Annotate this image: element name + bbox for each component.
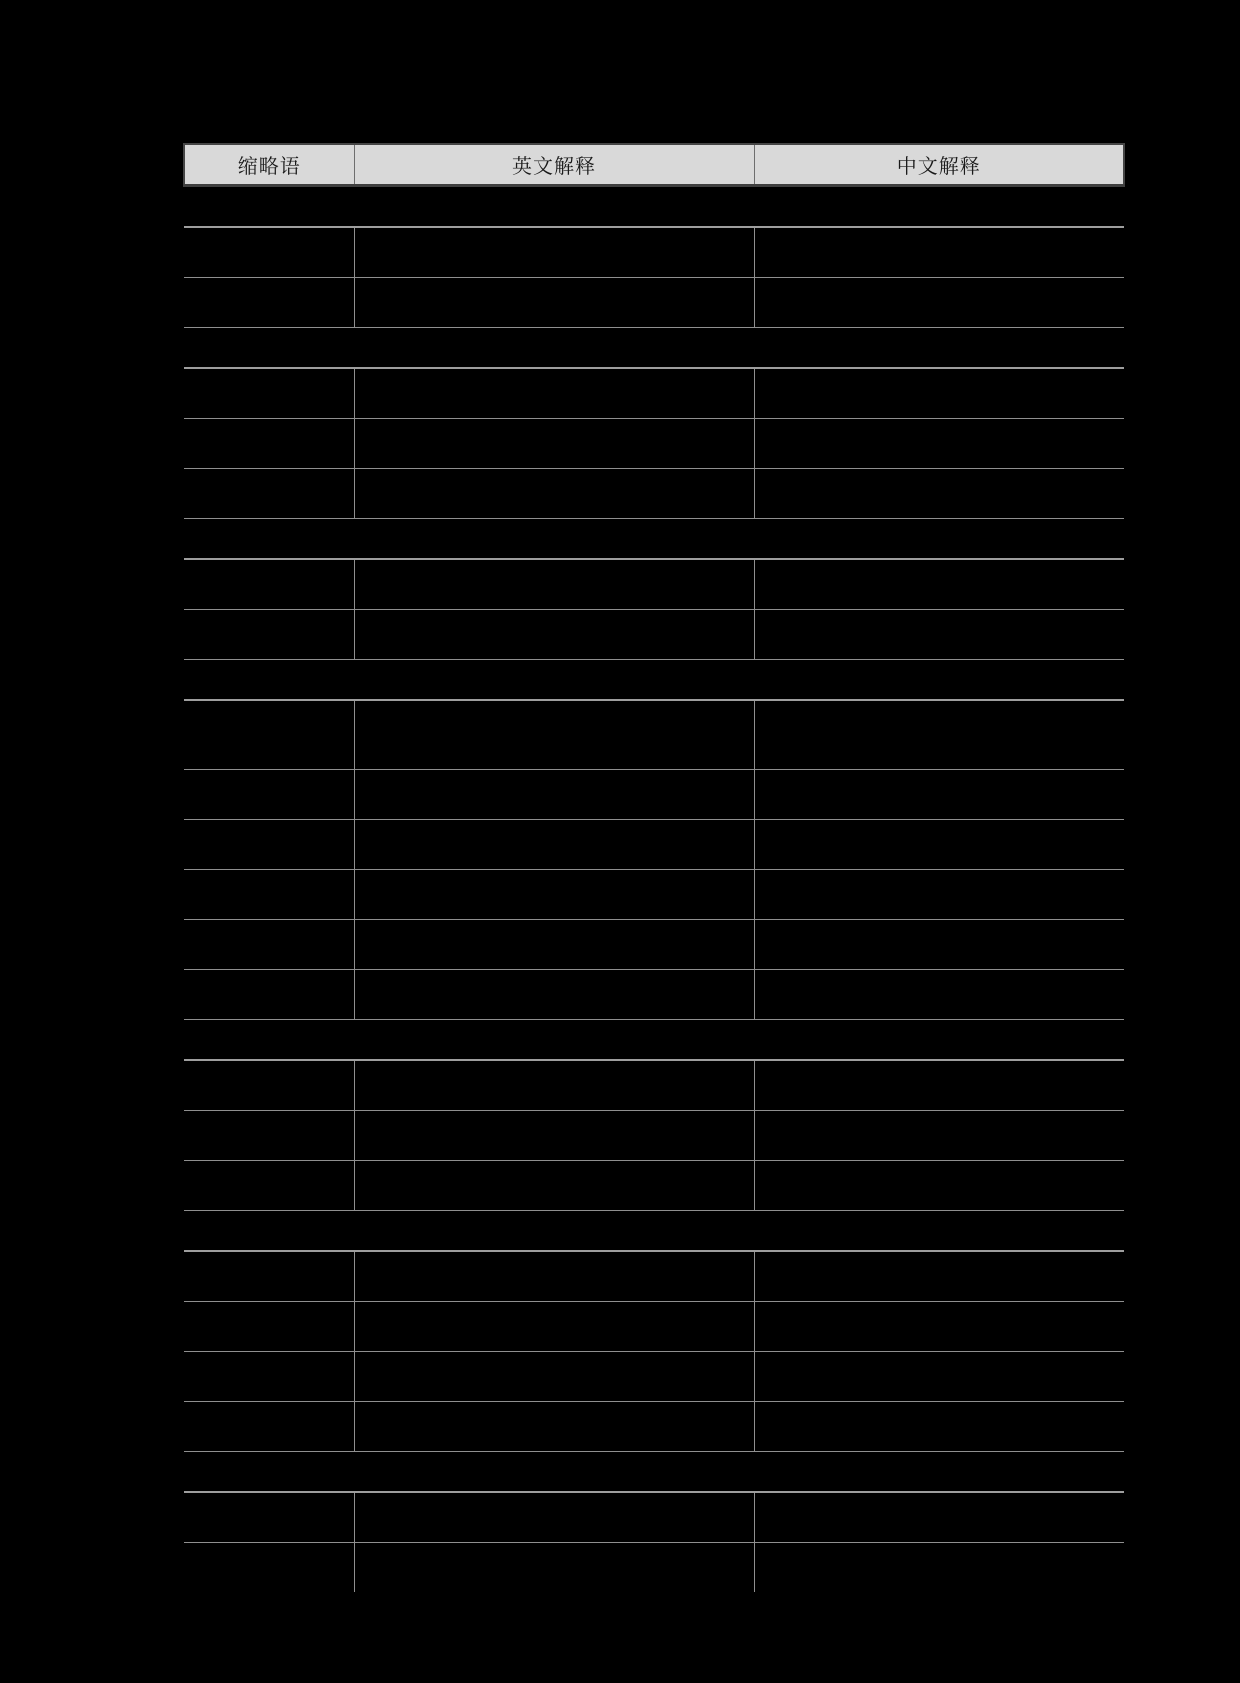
- table-cell: [184, 610, 354, 660]
- table-cell: [354, 1251, 754, 1302]
- table-cell: [184, 1161, 354, 1211]
- table-cell: [184, 870, 354, 920]
- table-row: [184, 610, 1124, 660]
- table-cell: [184, 1251, 354, 1302]
- column-header-english-explanation: 英文解释: [354, 144, 754, 186]
- table-cell: [354, 1111, 754, 1161]
- section-separator-cell: [184, 1452, 1124, 1493]
- table-cell: [184, 770, 354, 820]
- table-cell: [184, 1402, 354, 1452]
- table-cell: [354, 610, 754, 660]
- table-row: [184, 1492, 1124, 1543]
- table-row: [184, 559, 1124, 610]
- section-separator-cell: [184, 1020, 1124, 1061]
- table-cell: [354, 1492, 754, 1543]
- section-separator-cell: [184, 519, 1124, 560]
- section-separator-row: [184, 660, 1124, 701]
- table-cell: [354, 559, 754, 610]
- table-row: [184, 368, 1124, 419]
- table-cell: [754, 770, 1124, 820]
- table-cell: [754, 820, 1124, 870]
- table-cell: [354, 1060, 754, 1111]
- table-cell: [184, 419, 354, 469]
- table-row: [184, 1543, 1124, 1593]
- table-row: [184, 419, 1124, 469]
- table-cell: [754, 559, 1124, 610]
- table-cell: [184, 227, 354, 278]
- table-row: [184, 1111, 1124, 1161]
- table-cell: [184, 1111, 354, 1161]
- table-row: [184, 970, 1124, 1020]
- table-row: [184, 820, 1124, 870]
- table-cell: [184, 1543, 354, 1593]
- table-cell: [184, 368, 354, 419]
- table-cell: [754, 970, 1124, 1020]
- table-cell: [184, 469, 354, 519]
- table-cell: [354, 700, 754, 770]
- section-separator-cell: [184, 660, 1124, 701]
- column-header-chinese-explanation: 中文解释: [754, 144, 1124, 186]
- table-row: [184, 1060, 1124, 1111]
- table-cell: [184, 1352, 354, 1402]
- glossary-table-container: [183, 143, 1123, 1592]
- section-separator-row: [184, 519, 1124, 560]
- header-row: [184, 144, 1124, 186]
- table-cell: [754, 1492, 1124, 1543]
- table-cell: [754, 1543, 1124, 1593]
- table-cell: [354, 469, 754, 519]
- table-row: [184, 770, 1124, 820]
- table-cell: [184, 559, 354, 610]
- table-cell: [354, 278, 754, 328]
- table-row: [184, 920, 1124, 970]
- section-separator-row: [184, 186, 1124, 228]
- column-header-abbreviation: 缩略语: [184, 144, 354, 186]
- table-row: [184, 700, 1124, 770]
- table-cell: [354, 820, 754, 870]
- table-cell: [354, 1402, 754, 1452]
- table-cell: [184, 920, 354, 970]
- table-cell: [754, 419, 1124, 469]
- section-separator-row: [184, 1020, 1124, 1061]
- table-cell: [354, 970, 754, 1020]
- table-cell: [754, 1352, 1124, 1402]
- table-cell: [184, 278, 354, 328]
- table-cell: [754, 1111, 1124, 1161]
- table-cell: [754, 610, 1124, 660]
- table-cell: [354, 1161, 754, 1211]
- table-row: [184, 1302, 1124, 1352]
- table-cell: [184, 970, 354, 1020]
- table-cell: [184, 820, 354, 870]
- table-cell: [754, 700, 1124, 770]
- table-row: [184, 1352, 1124, 1402]
- table-row: [184, 469, 1124, 519]
- table-cell: [354, 419, 754, 469]
- table-cell: [754, 1402, 1124, 1452]
- glossary-table: [183, 143, 1125, 1592]
- table-row: [184, 278, 1124, 328]
- table-row: [184, 1402, 1124, 1452]
- table-row: [184, 870, 1124, 920]
- table-cell: [754, 278, 1124, 328]
- table-cell: [754, 368, 1124, 419]
- table-cell: [354, 1302, 754, 1352]
- table-cell: [354, 920, 754, 970]
- table-cell: [184, 1302, 354, 1352]
- table-cell: [184, 1060, 354, 1111]
- table-cell: [354, 368, 754, 419]
- table-cell: [754, 870, 1124, 920]
- section-separator-row: [184, 1211, 1124, 1252]
- table-cell: [754, 469, 1124, 519]
- section-separator-cell: [184, 1211, 1124, 1252]
- table-row: [184, 1161, 1124, 1211]
- table-cell: [354, 227, 754, 278]
- table-row: [184, 227, 1124, 278]
- table-cell: [754, 1302, 1124, 1352]
- section-separator-cell: [184, 328, 1124, 369]
- table-cell: [754, 1060, 1124, 1111]
- section-separator-cell: [184, 186, 1124, 228]
- table-cell: [754, 227, 1124, 278]
- table-row: [184, 1251, 1124, 1302]
- table-cell: [354, 770, 754, 820]
- section-separator-row: [184, 1452, 1124, 1493]
- table-cell: [354, 1352, 754, 1402]
- table-cell: [754, 1161, 1124, 1211]
- table-cell: [184, 700, 354, 770]
- table-cell: [184, 1492, 354, 1543]
- table-cell: [754, 920, 1124, 970]
- table-cell: [354, 1543, 754, 1593]
- table-cell: [354, 870, 754, 920]
- table-cell: [754, 1251, 1124, 1302]
- section-separator-row: [184, 328, 1124, 369]
